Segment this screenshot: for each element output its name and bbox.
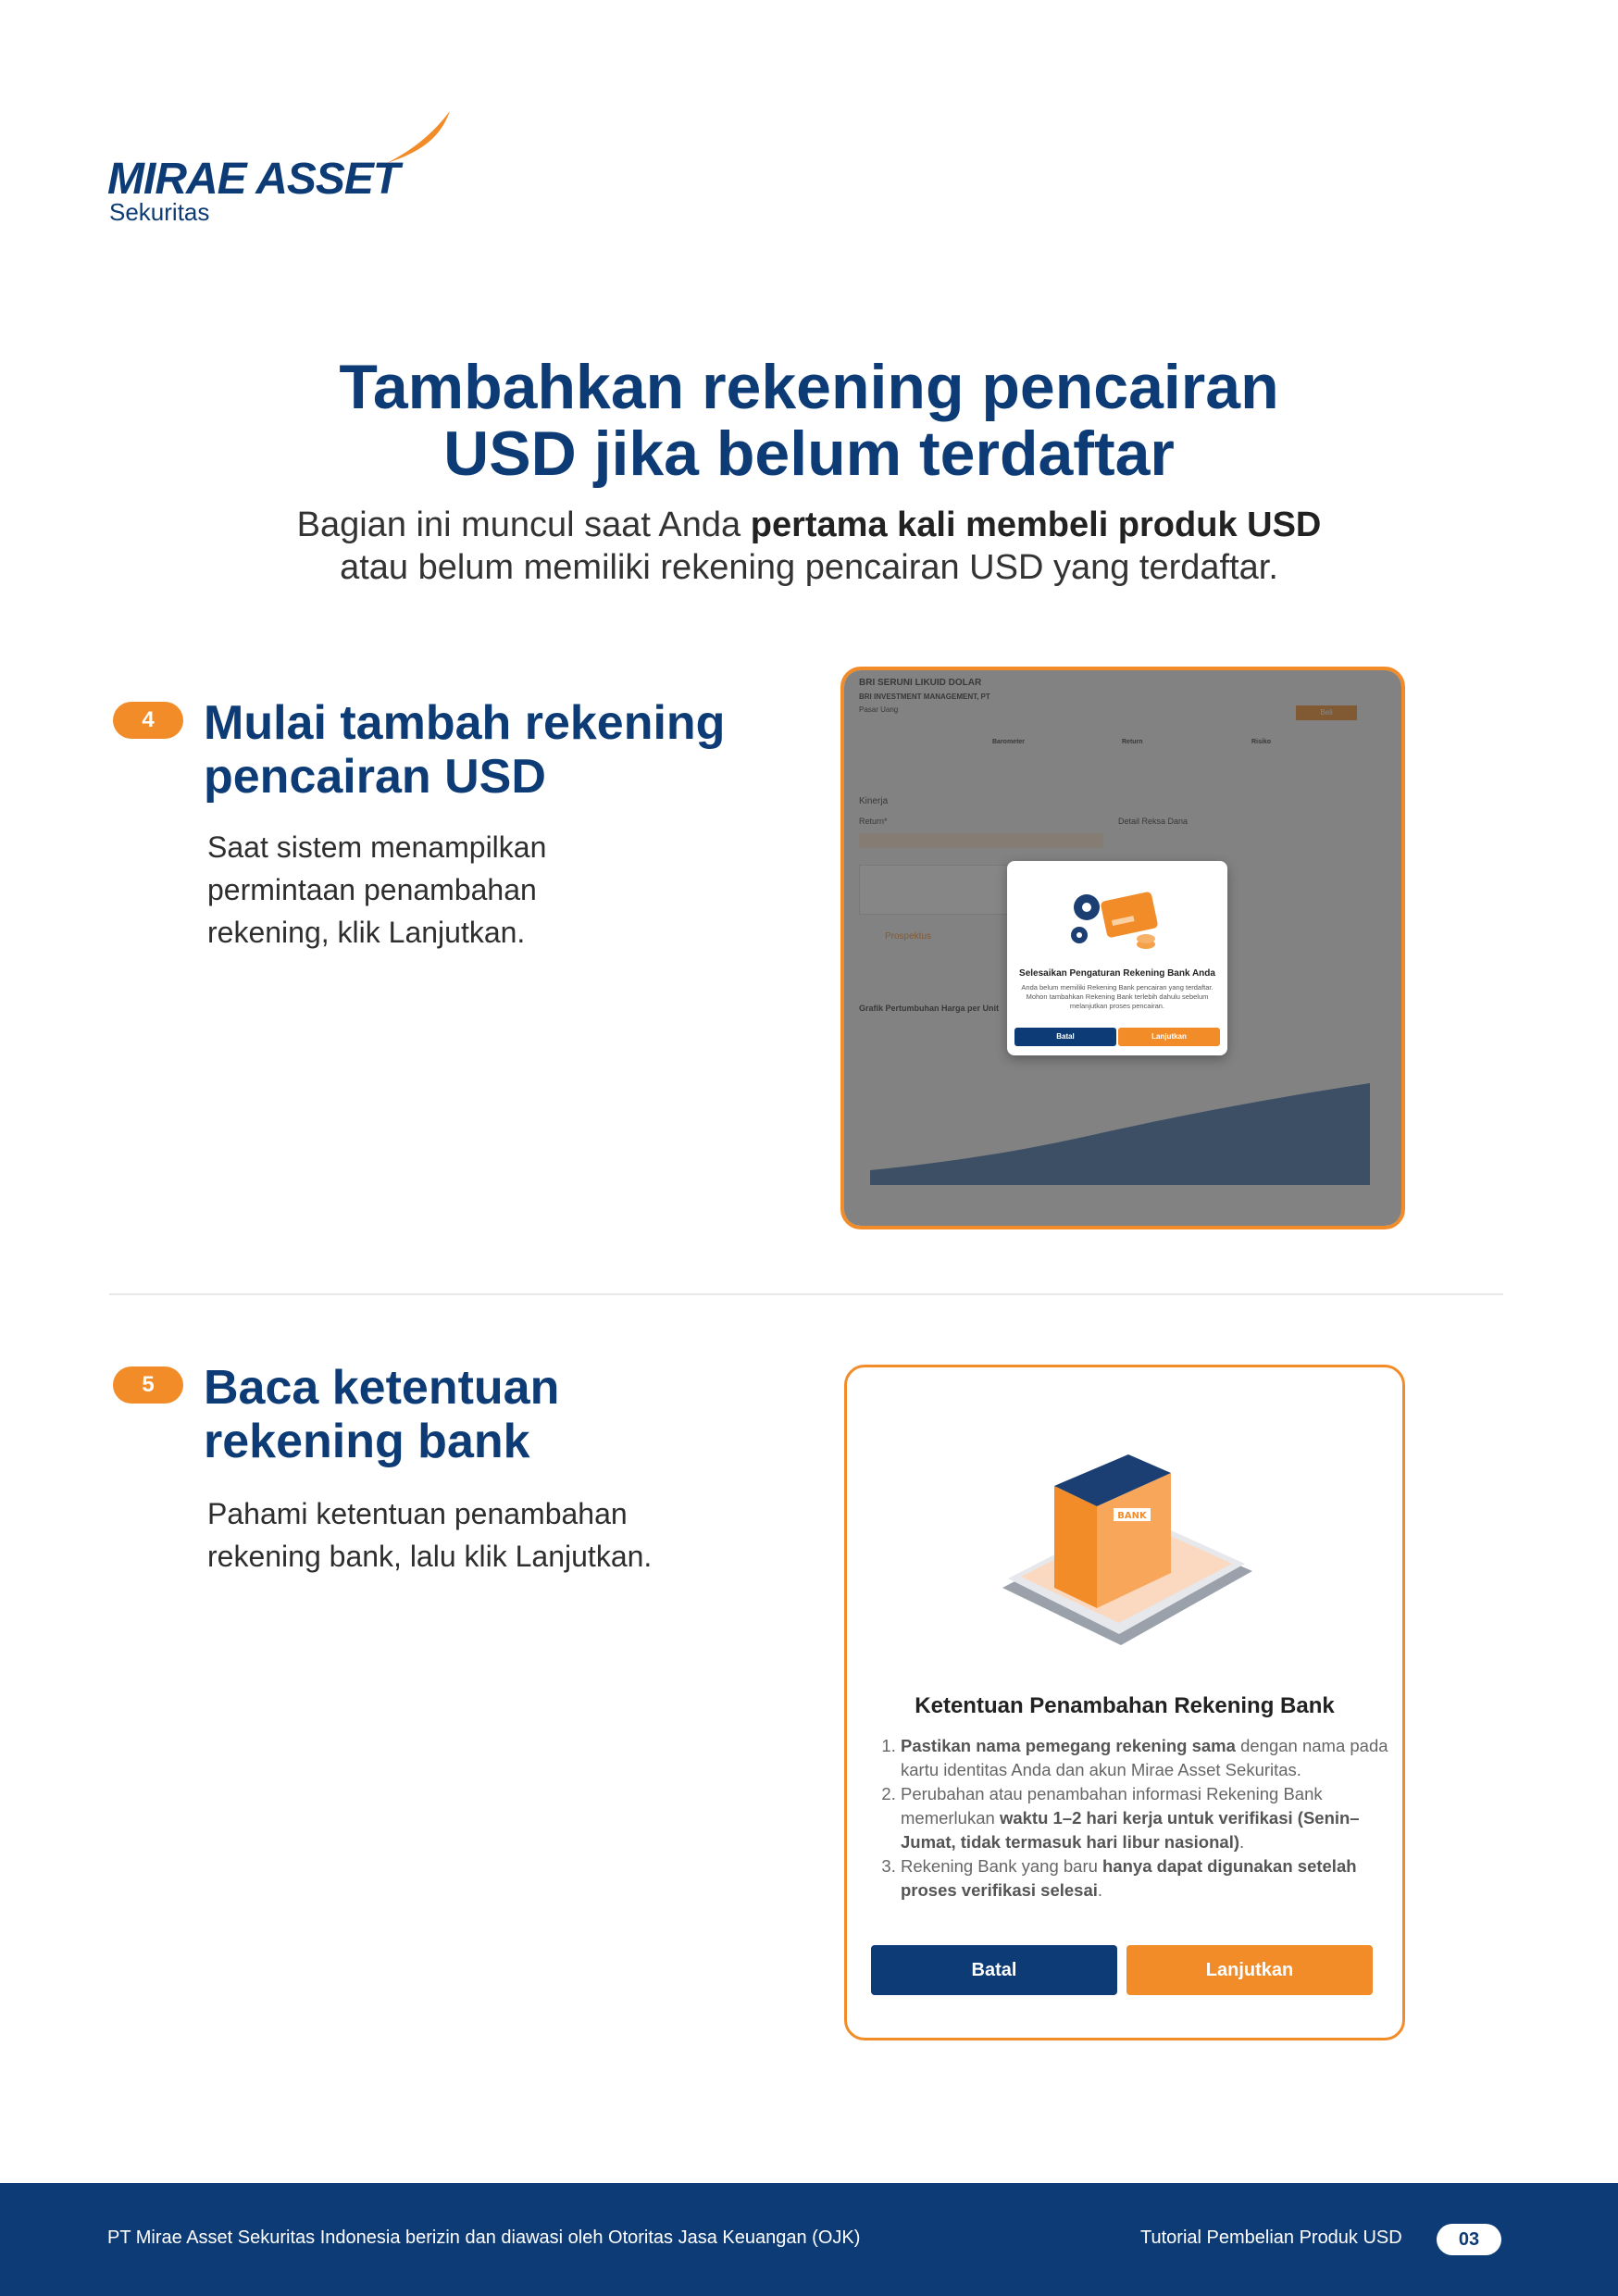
step-4-title: Mulai tambah rekening pencairan USD: [204, 696, 726, 804]
modal-title: Selesaikan Pengaturan Rekening Bank Anda: [1019, 968, 1215, 979]
step-5-badge: 5: [113, 1366, 183, 1404]
subtitle-line-1: Bagian ini muncul saat Anda pertama kali membeli produk USD: [296, 505, 1322, 544]
terms-item-1: 1. Pastikan nama pemegang rekening sama dengan nama pada kartu identitas Anda dan akun Mirae Asset Sekuritas.: [901, 1734, 1400, 1782]
terms-title: Ketentuan Penambahan Rekening Bank: [915, 1693, 1335, 1718]
page-number: 03: [1437, 2224, 1501, 2255]
footer-doc-title: Tutorial Pembelian Produk USD: [1140, 2227, 1402, 2248]
terms-cancel-button[interactable]: Batal: [871, 1945, 1117, 1995]
footer: [0, 2183, 1618, 2296]
step-4-screenshot: [840, 667, 1405, 1229]
step-5-screenshot: [844, 1365, 1405, 2040]
bank-sign: BANK: [1117, 1511, 1147, 1521]
title-line-2: USD jika belum terdaftar: [443, 418, 1175, 489]
page-subtitle: [0, 504, 1618, 589]
modal-continue-button[interactable]: Lanjutkan: [1118, 1028, 1220, 1046]
bank-card-gears-icon: [1066, 880, 1168, 957]
bank-building-phone-icon: [995, 1449, 1254, 1658]
step-4-description: Saat sistem menampilkan permintaan penambahan rekening, klik Lanjutkan.: [207, 830, 547, 949]
terms-continue-button[interactable]: Lanjutkan: [1126, 1945, 1373, 1995]
logo-wordmark: MIRAE ASSET: [107, 155, 400, 204]
logo-subtitle: Sekuritas: [109, 198, 210, 226]
terms-item-3: 3. Rekening Bank yang baru hanya dapat digunakan setelah proses verifikasi selesai.: [901, 1854, 1400, 1903]
footer-disclaimer: PT Mirae Asset Sekuritas Indonesia berizin dan diawasi oleh Otoritas Jasa Keuangan (OJK): [107, 2227, 861, 2248]
modal-cancel-button[interactable]: Batal: [1014, 1028, 1116, 1046]
page-title: [0, 354, 1618, 487]
modal-text: Anda belum memiliki Rekening Bank pencairan yang terdaftar. Mohon tambahkan Rekening Bank terlebih dahulu sebelum melanjutkan proses pencairan.: [1021, 983, 1214, 1010]
step-5-title: Baca ketentuan rekening bank: [204, 1361, 560, 1468]
terms-list: [880, 1734, 1400, 1903]
terms-item-2: 2. Perubahan atau penambahan informasi Rekening Bank memerlukan waktu 1–2 hari kerja untuk verifikasi (Senin–Jumat, tidak termasuk hari libur nasional).: [901, 1782, 1400, 1854]
subtitle-bold: pertama kali membeli produk USD: [750, 505, 1322, 544]
section-divider: [109, 1293, 1503, 1295]
subtitle-line-2: atau belum memiliki rekening pencairan USD yang terdaftar.: [340, 548, 1278, 587]
bank-setup-modal: [1007, 861, 1227, 1055]
mirae-asset-logo: [107, 109, 459, 239]
step-4-badge: 4: [113, 702, 183, 739]
step-5-description: Pahami ketentuan penambahan rekening bank, lalu klik Lanjutkan.: [207, 1497, 653, 1573]
title-line-1: Tambahkan rekening pencairan: [339, 352, 1279, 422]
